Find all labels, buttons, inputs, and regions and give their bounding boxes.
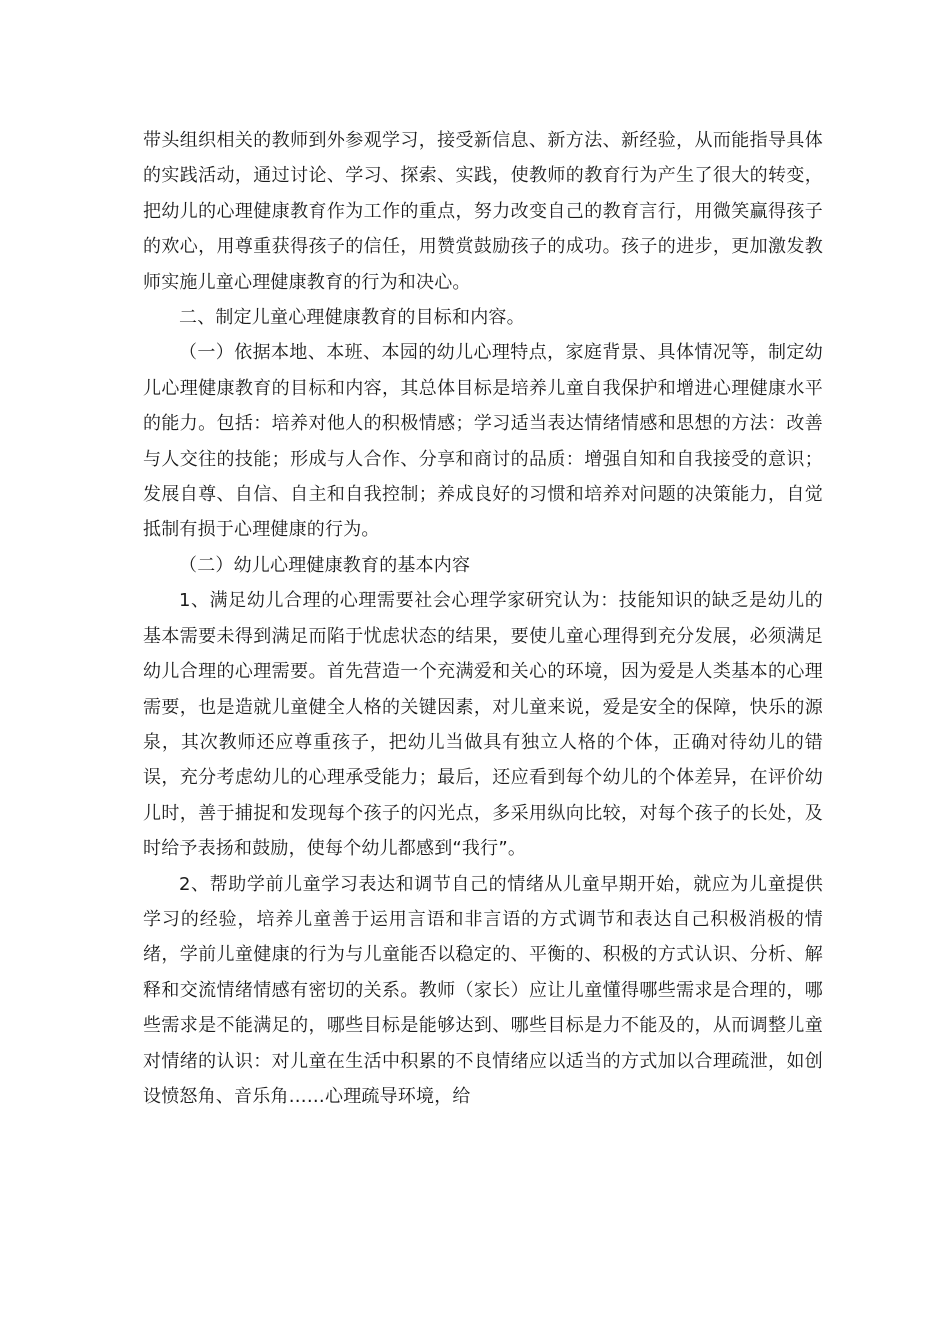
section-heading-two: 二、制定儿童心理健康教育的目标和内容。 — [179, 307, 525, 329]
subsection-one-paragraph: （一）依据本地、本班、本园的幼儿心理特点，家庭背景、具体情况等，制定幼儿心理健康教育的目标和内容，其总体目标是培养儿童自我保护和增进心理健康水平的能力。包括：培养对他人的积极情感；学习适当表达情绪情感和思想的方法：改善与人交往的技能；形成与人合作、分享和商讨的品质：增强自知和自我接受的意识；发展自尊、自信、自主和自我控制；养成良好的习惯和培养对问题的决策能力，自觉抵制有损于心理健康的行为。 — [143, 342, 823, 541]
subsection-two-heading: （二）幼儿心理健康教育的基本内容 — [179, 554, 471, 576]
document-body — [143, 123, 823, 1114]
item-two-paragraph: 2、帮助学前儿童学习表达和调节自己的情绪从儿童早期开始，就应为儿童提供学习的经验，培养儿童善于运用言语和非言语的方式调节和表达自己积极消极的情绪，学前儿童健康的行为与儿童能否以稳定的、平衡的、积极的方式认识、分析、解释和交流情绪情感有密切的关系。教师（家长）应让儿童懂得哪些需求是合理的，哪些需求是不能满足的，哪些目标是能够达到、哪些目标是力不能及的，从而调整儿童对情绪的认识：对儿童在生活中积累的不良情绪应以适当的方式加以合理疏泄，如创设愤怒角、音乐角……心理疏导环境，给 — [143, 873, 823, 1107]
paragraph-continuation: 带头组织相关的教师到外参观学习，接受新信息、新方法、新经验，从而能指导具体的实践活动，通过讨论、学习、探索、实践，使教师的教育行为产生了很大的转变，把幼儿的心理健康教育作为工作的重点，努力改变自己的教育言行，用微笑赢得孩子的欢心，用尊重获得孩子的信任，用赞赏鼓励孩子的成功。孩子的进步，更加激发教师实施儿童心理健康教育的行为和决心。 — [143, 130, 823, 293]
item-one-paragraph: 1、满足幼儿合理的心理需要社会心理学家研究认为：技能知识的缺乏是幼儿的基本需要未得到满足而陷于忧虑状态的结果，要使儿童心理得到充分发展，必须满足幼儿合理的心理需要。首先营造一个充满爱和关心的环境，因为爱是人类基本的心理需要，也是造就儿童健全人格的关键因素，对儿童来说，爱是安全的保障，快乐的源泉，其次教师还应尊重孩子，把幼儿当做具有独立人格的个体，正确对待幼儿的错误，充分考虑幼儿的心理承受能力；最后，还应看到每个幼儿的个体差异，在评价幼儿时，善于捕捉和发现每个孩子的闪光点，多采用纵向比较，对每个孩子的长处，及时给予表扬和鼓励，使每个幼儿都感到“我行”。 — [143, 590, 823, 860]
